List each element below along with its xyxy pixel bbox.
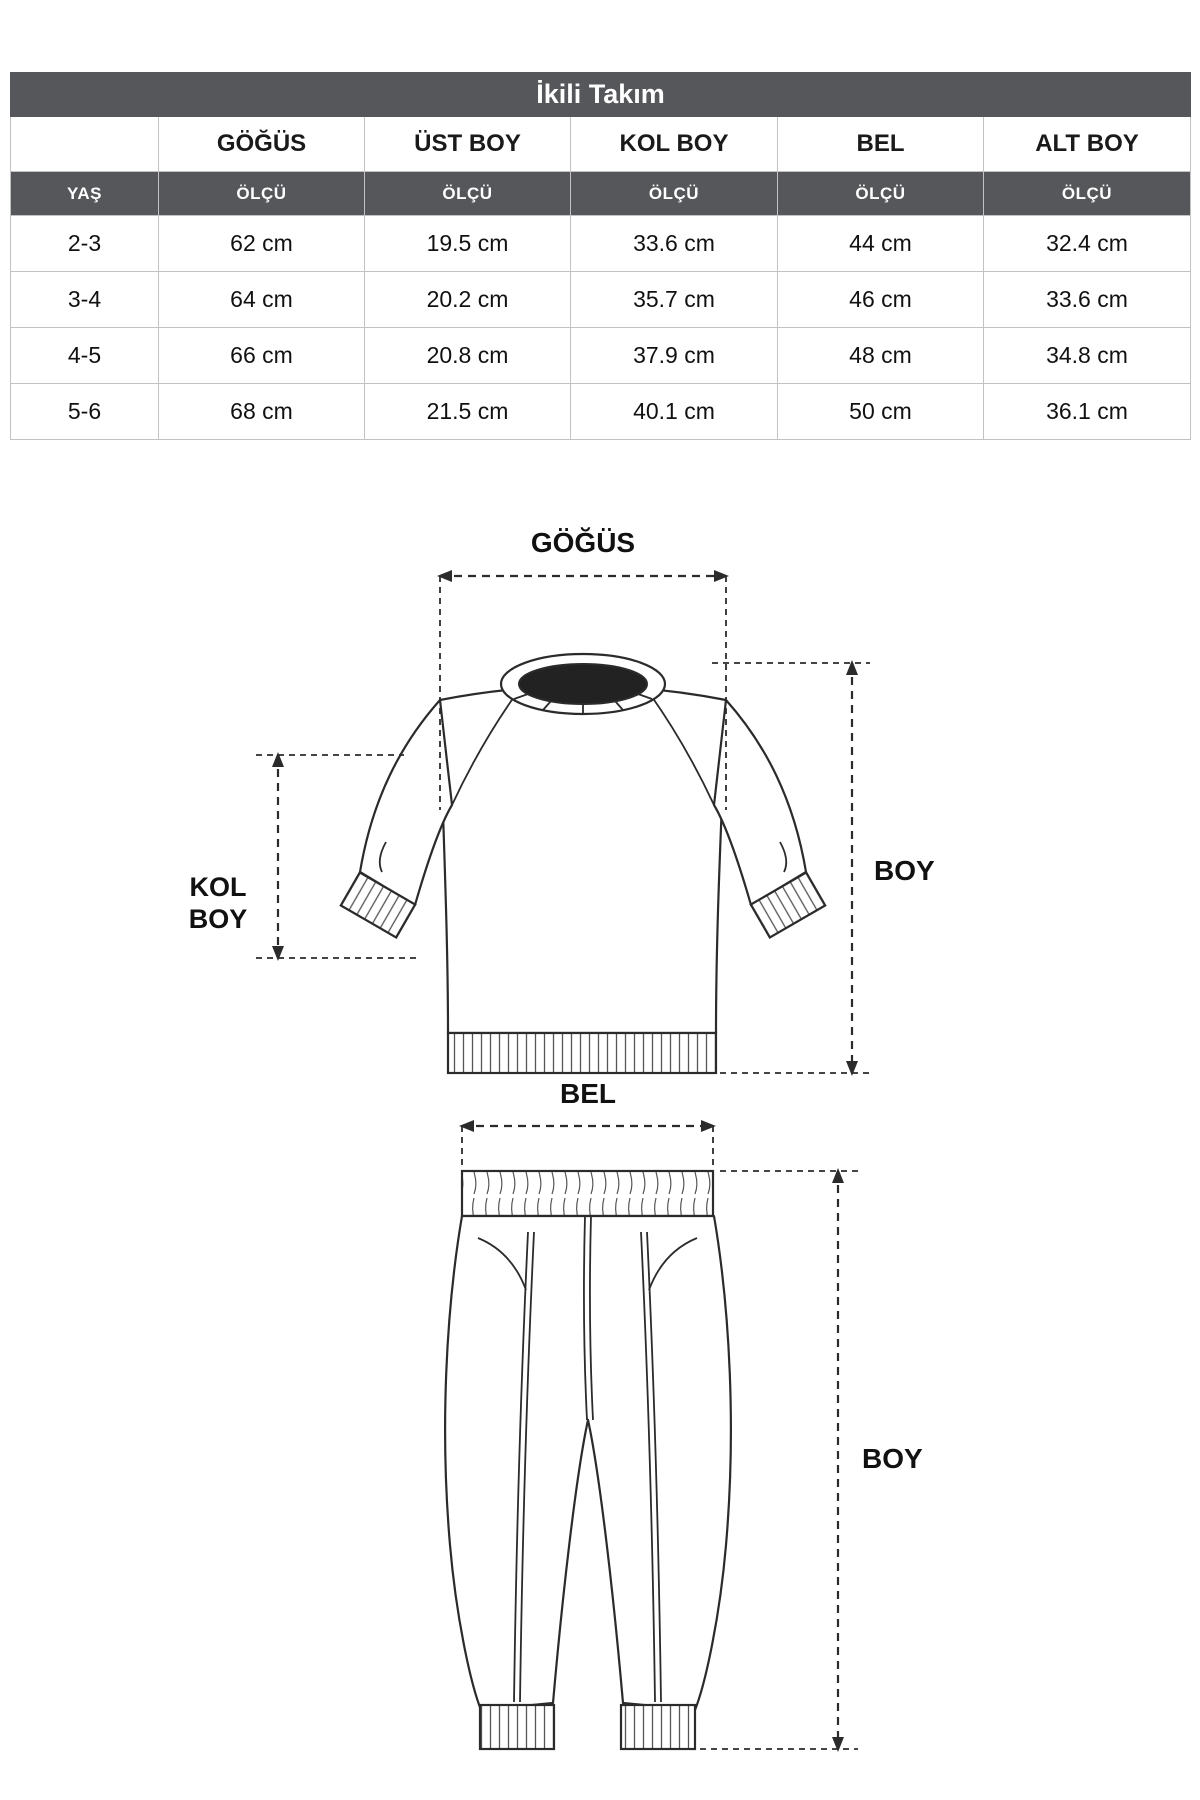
- subheader-measure: ÖLÇÜ: [365, 172, 571, 216]
- table-title: İkili Takım: [11, 73, 1191, 117]
- cell-waist: 46 cm: [778, 272, 984, 328]
- cell-waist: 50 cm: [778, 384, 984, 440]
- column-header-waist: BEL: [778, 117, 984, 172]
- cell-arm-length: 37.9 cm: [571, 328, 778, 384]
- cell-chest: 66 cm: [159, 328, 365, 384]
- cell-waist: 48 cm: [778, 328, 984, 384]
- subheader-measure: ÖLÇÜ: [571, 172, 778, 216]
- cell-age: 5-6: [11, 384, 159, 440]
- arm-length-label-line2: BOY: [188, 904, 248, 934]
- sweatshirt-collar-inner: [519, 664, 647, 704]
- cell-waist: 44 cm: [778, 216, 984, 272]
- cell-arm-length: 33.6 cm: [571, 216, 778, 272]
- cell-arm-length: 35.7 cm: [571, 272, 778, 328]
- pants-waistband: [462, 1171, 713, 1216]
- bottom-length-label: BOY: [862, 1443, 923, 1474]
- pants-drawing: [445, 1171, 731, 1749]
- column-header-bottom-length: ALT BOY: [984, 117, 1191, 172]
- waist-measure: [462, 1078, 713, 1171]
- arm-length-label-line1: KOL: [189, 872, 247, 902]
- cell-chest: 68 cm: [159, 384, 365, 440]
- top-length-label: BOY: [874, 855, 935, 886]
- waist-label: BEL: [560, 1078, 616, 1109]
- cell-top-length: 21.5 cm: [365, 384, 571, 440]
- subheader-age: YAŞ: [11, 172, 159, 216]
- cell-chest: 62 cm: [159, 216, 365, 272]
- subheader-measure: ÖLÇÜ: [778, 172, 984, 216]
- cell-top-length: 19.5 cm: [365, 216, 571, 272]
- cell-age: 4-5: [11, 328, 159, 384]
- subheader-measure: ÖLÇÜ: [159, 172, 365, 216]
- chest-label: GÖĞÜS: [530, 527, 636, 558]
- cell-chest: 64 cm: [159, 272, 365, 328]
- pants-right-cuff: [621, 1705, 695, 1749]
- column-header-top-length: ÜST BOY: [365, 117, 571, 172]
- sweatshirt-hem-rib: [448, 1033, 716, 1073]
- cell-top-length: 20.8 cm: [365, 328, 571, 384]
- cell-age: 3-4: [11, 272, 159, 328]
- cell-bottom-length: 34.8 cm: [984, 328, 1191, 384]
- sweatshirt-drawing: [341, 654, 825, 1073]
- cell-bottom-length: 33.6 cm: [984, 272, 1191, 328]
- cell-top-length: 20.2 cm: [365, 272, 571, 328]
- cell-bottom-length: 32.4 cm: [984, 216, 1191, 272]
- subheader-measure: ÖLÇÜ: [984, 172, 1191, 216]
- cell-bottom-length: 36.1 cm: [984, 384, 1191, 440]
- cell-age: 2-3: [11, 216, 159, 272]
- cell-arm-length: 40.1 cm: [571, 384, 778, 440]
- column-header-arm-length: KOL BOY: [571, 117, 778, 172]
- column-header-chest: GÖĞÜS: [159, 117, 365, 172]
- pants-left-cuff: [480, 1705, 554, 1749]
- bottom-length-measure: [700, 1171, 923, 1749]
